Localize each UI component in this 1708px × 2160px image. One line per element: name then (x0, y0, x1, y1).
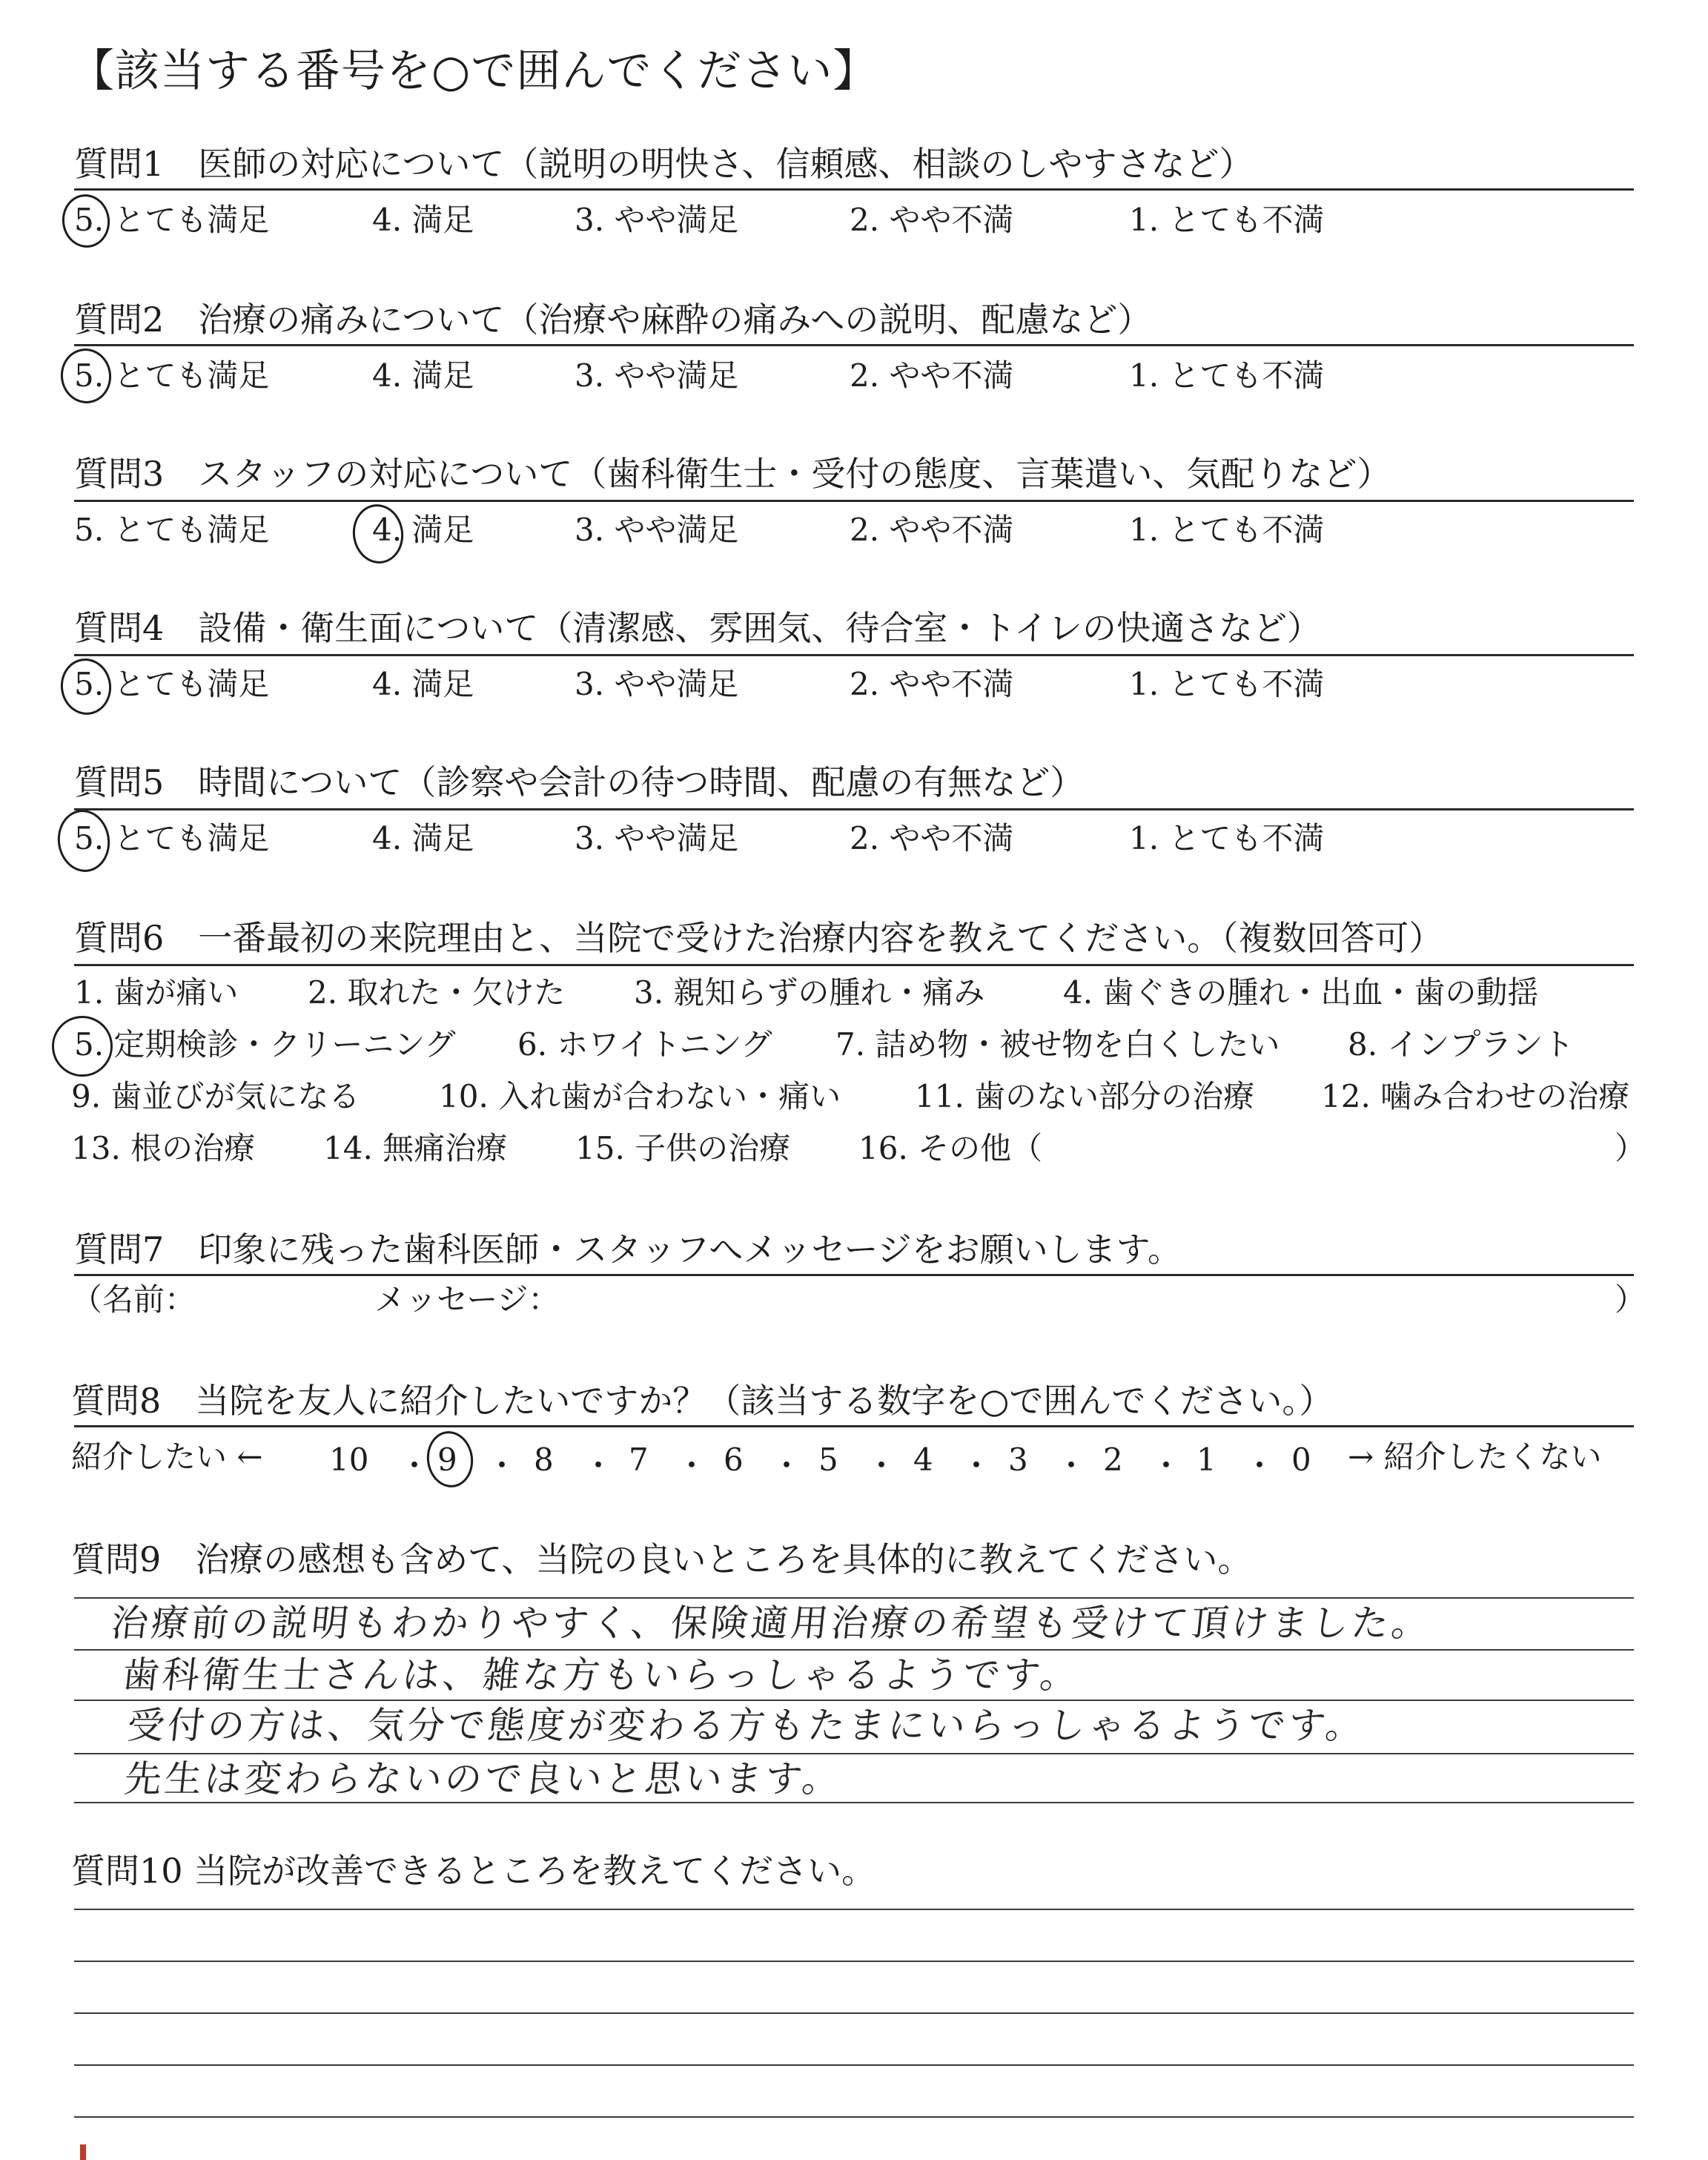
q6-option-16[interactable]: 16. その他（ (858, 1130, 1043, 1166)
question-7-divider (74, 1274, 1634, 1276)
question-3-divider (74, 500, 1634, 502)
q8-selection-circle (423, 1428, 477, 1490)
q6-option-9[interactable]: 9. 歯並びが気になる (71, 1078, 360, 1114)
scale-3[interactable]: 3 (1008, 1441, 1028, 1478)
scale-dot: ・ (399, 1447, 431, 1484)
question-2-title: 質問2 治療の痛みについて（治療や麻酔の痛みへの説明、配慮など） (74, 300, 1152, 340)
q1-option-5[interactable]: 5. とても満足 (74, 202, 270, 238)
scale-dot: ・ (486, 1447, 518, 1484)
q9-answer-line-2: 歯科衛生士さんは、雑な方もいらっしゃるようです。 (119, 1654, 1083, 1697)
q7-closing-paren: ） (1615, 1281, 1646, 1318)
q6-other-closing-paren: ） (1615, 1130, 1646, 1166)
scale-1[interactable]: 1 (1196, 1441, 1217, 1478)
q1-option-4[interactable]: 4. 満足 (372, 202, 474, 238)
scale-dot: ・ (866, 1447, 898, 1484)
q9-answer-line-4: 先生は変わらないので良いと思います。 (122, 1757, 845, 1800)
scale-dot: ・ (676, 1447, 708, 1484)
q6-option-11[interactable]: 11. 歯のない部分の治療 (915, 1078, 1255, 1114)
q6-option-3[interactable]: 3. 親知らずの腫れ・痛み (634, 974, 985, 1011)
question-1-title: 質問1 医師の対応について（説明の明快さ、信頼感、相談のしやすさなど） (74, 144, 1254, 184)
q7-message-label: メッセージ： (374, 1281, 560, 1318)
q5-option-5[interactable]: 5. とても満足 (74, 820, 270, 856)
q6-option-13[interactable]: 13. 根の治療 (71, 1130, 256, 1166)
q3-option-3[interactable]: 3. やや満足 (575, 512, 739, 548)
q5-selection-circle (53, 807, 113, 876)
q5-option-2[interactable]: 2. やや不満 (850, 820, 1014, 856)
scale-8[interactable]: 8 (534, 1441, 554, 1478)
q6-option-8[interactable]: 8. インプラント (1348, 1026, 1575, 1063)
q2-selection-circle (57, 346, 115, 407)
q9-answer-line-3: 受付の方は、気分で態度が変わる方もたまにいらっしゃるようです。 (125, 1704, 1368, 1747)
q5-option-3[interactable]: 3. やや満足 (575, 820, 739, 856)
scale-dot: ・ (961, 1447, 993, 1484)
question-9-title: 質問9 治療の感想も含めて、当院の良いところを具体的に教えてください。 (71, 1539, 1252, 1579)
q7-name-label: （名前： (71, 1281, 196, 1318)
q3-option-2[interactable]: 2. やや不満 (850, 512, 1014, 548)
scale-dot: ・ (1056, 1447, 1088, 1484)
q9-line (74, 1802, 1634, 1803)
q6-option-12[interactable]: 12. 噛み合わせの治療 (1321, 1078, 1630, 1114)
question-10-title: 質問10 当院が改善できるところを教えてください。 (71, 1851, 876, 1891)
question-4-divider (74, 654, 1634, 656)
q9-answer-line-1: 治療前の説明もわかりやすく、保険適用治療の希望も受けて頂けました。 (108, 1602, 1434, 1645)
scale-6[interactable]: 6 (724, 1441, 744, 1478)
question-6-divider (74, 964, 1634, 966)
scale-4[interactable]: 4 (913, 1441, 933, 1478)
q3-selection-circle (349, 501, 407, 567)
scale-dot: ・ (1244, 1447, 1276, 1484)
q10-line (74, 2116, 1634, 2118)
q2-option-1[interactable]: 1. とても不満 (1129, 357, 1325, 394)
q3-option-4[interactable]: 4. 満足 (372, 512, 474, 548)
q9-line (74, 1700, 1634, 1701)
scale-2[interactable]: 2 (1103, 1441, 1123, 1478)
q5-option-4[interactable]: 4. 満足 (372, 820, 474, 856)
q9-line-top (74, 1597, 1634, 1599)
q6-option-2[interactable]: 2. 取れた・欠けた (308, 974, 566, 1011)
q10-line (74, 2012, 1634, 2014)
q6-option-4[interactable]: 4. 歯ぐきの腫れ・出血・歯の動揺 (1063, 974, 1539, 1011)
q9-line (74, 1649, 1634, 1651)
q4-option-1[interactable]: 1. とても不満 (1129, 666, 1325, 702)
scale-9[interactable]: 9 (437, 1441, 457, 1478)
scale-dot: ・ (771, 1447, 803, 1484)
q10-line (74, 1961, 1634, 1962)
scale-5[interactable]: 5 (818, 1441, 838, 1478)
question-8-divider (74, 1425, 1634, 1427)
scale-10[interactable]: 10 (329, 1441, 369, 1478)
q4-option-5[interactable]: 5. とても満足 (74, 666, 270, 702)
q3-option-5[interactable]: 5. とても満足 (74, 512, 270, 548)
question-5-divider (74, 808, 1634, 810)
scale-dot: ・ (1151, 1447, 1182, 1484)
q1-option-2[interactable]: 2. やや不満 (850, 202, 1014, 238)
q4-option-4[interactable]: 4. 満足 (372, 666, 474, 702)
q4-option-2[interactable]: 2. やや不満 (850, 666, 1014, 702)
q3-option-1[interactable]: 1. とても不満 (1129, 512, 1325, 548)
q2-option-5[interactable]: 5. とても満足 (74, 357, 270, 394)
q2-option-2[interactable]: 2. やや不満 (850, 357, 1014, 394)
q6-option-15[interactable]: 15. 子供の治療 (575, 1130, 791, 1166)
scale-0[interactable]: 0 (1291, 1441, 1311, 1478)
q6-selection-circle (48, 1012, 117, 1081)
q10-line (74, 2064, 1634, 2066)
question-6-title: 質問6 一番最初の来院理由と、当院で受けた治療内容を教えてください。（複数回答可） (74, 918, 1443, 958)
q6-option-7[interactable]: 7. 詰め物・被せ物を白くしたい (835, 1026, 1280, 1063)
q1-option-3[interactable]: 3. やや満足 (575, 202, 739, 238)
q6-option-5[interactable]: 5. 定期検診・クリーニング (74, 1026, 456, 1063)
question-4-title: 質問4 設備・衛生面について（清潔感、雰囲気、待合室・トイレの快適さなど） (74, 608, 1322, 648)
question-8-title: 質問8 当院を友人に紹介したいですか？（該当する数字を○で囲んでください。） (71, 1381, 1334, 1421)
question-1-divider (74, 188, 1634, 191)
q4-option-3[interactable]: 3. やや満足 (575, 666, 739, 702)
q8-right-label: → 紹介したくない (1348, 1439, 1602, 1475)
question-5-title: 質問5 時間について（診察や会計の待つ時間、配慮の有無など） (74, 762, 1085, 802)
red-marker (80, 2144, 86, 2160)
question-3-title: 質問3 スタッフの対応について（歯科衛生士・受付の態度、言葉遣い、気配りなど） (74, 454, 1391, 494)
q6-option-10[interactable]: 10. 入れ歯が合わない・痛い (439, 1078, 841, 1114)
q1-selection-circle (59, 191, 113, 251)
page-header: 【該当する番号を○で囲んでください】 (70, 45, 878, 97)
question-7-title: 質問7 印象に残った歯科医師・スタッフへメッセージをお願いします。 (74, 1229, 1182, 1269)
question-2-divider (74, 344, 1634, 346)
q8-left-label: 紹介したい ← (71, 1439, 263, 1475)
q6-option-6[interactable]: 6. ホワイトニング (517, 1026, 772, 1063)
q10-line (74, 1909, 1634, 1910)
q2-option-4[interactable]: 4. 満足 (372, 357, 474, 394)
q6-option-1[interactable]: 1. 歯が痛い (74, 974, 239, 1011)
scale-7[interactable]: 7 (629, 1441, 649, 1478)
q9-line (74, 1753, 1634, 1754)
q5-option-1[interactable]: 1. とても不満 (1129, 820, 1325, 856)
scale-dot: ・ (583, 1447, 615, 1484)
q4-selection-circle (57, 655, 115, 719)
q1-option-1[interactable]: 1. とても不満 (1129, 202, 1325, 238)
q2-option-3[interactable]: 3. やや満足 (575, 357, 739, 394)
q6-option-14[interactable]: 14. 無痛治療 (323, 1130, 508, 1166)
